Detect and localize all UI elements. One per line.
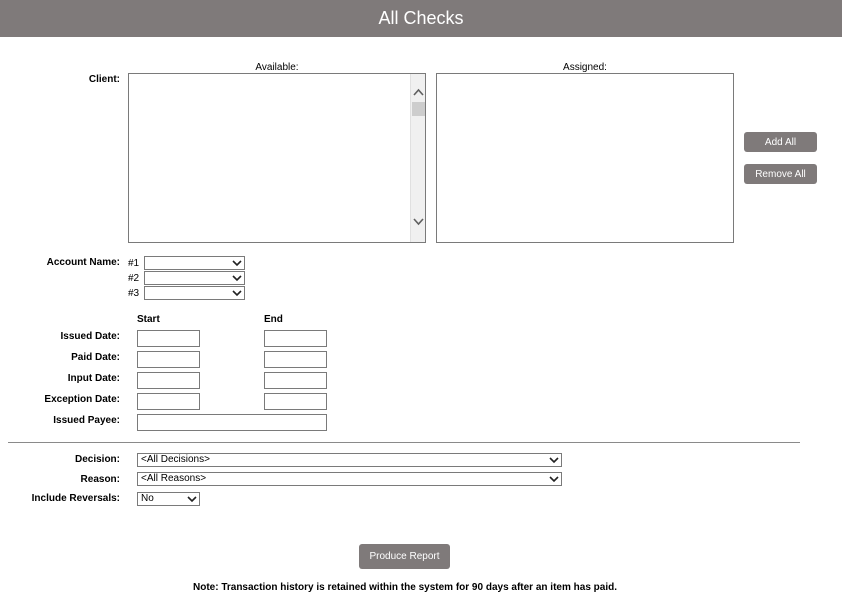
assigned-clients-list[interactable] xyxy=(436,73,734,243)
input-date-start-input[interactable] xyxy=(137,372,200,389)
retention-note: Note: Transaction history is retained within the system for 90 days after an item has paid. xyxy=(192,582,617,593)
dropdown-caret-icon xyxy=(232,274,242,283)
exception-date-end-input[interactable] xyxy=(264,393,327,410)
remove-all-button[interactable]: Remove All xyxy=(744,164,817,184)
include-reversals-label: Include Reversals: xyxy=(31,493,120,504)
exception-date-label: Exception Date: xyxy=(44,394,120,405)
account-name-label: Account Name: xyxy=(46,257,120,268)
add-all-button[interactable]: Add All xyxy=(744,132,817,152)
produce-report-button[interactable]: Produce Report xyxy=(359,544,450,569)
available-header: Available: xyxy=(255,62,299,73)
section-divider xyxy=(8,442,800,443)
issued-date-label: Issued Date: xyxy=(60,331,120,342)
dropdown-caret-icon xyxy=(187,495,197,504)
chevron-up-icon[interactable] xyxy=(411,84,426,100)
issued-payee-label: Issued Payee: xyxy=(53,415,120,426)
start-column-header: Start xyxy=(137,314,160,325)
paid-date-end-input[interactable] xyxy=(264,351,327,368)
issued-payee-input[interactable] xyxy=(137,414,327,431)
reason-value: <All Reasons> xyxy=(141,473,207,484)
assigned-header: Assigned: xyxy=(563,62,607,73)
account-3-number: #3 xyxy=(128,288,140,299)
end-column-header: End xyxy=(264,314,283,325)
issued-date-end-input[interactable] xyxy=(264,330,327,347)
reason-select[interactable] xyxy=(137,472,562,486)
account-1-select[interactable] xyxy=(144,256,245,270)
available-clients-list[interactable] xyxy=(128,73,426,243)
paid-date-start-input[interactable] xyxy=(137,351,200,368)
chevron-down-icon[interactable] xyxy=(411,214,426,230)
dropdown-caret-icon xyxy=(232,259,242,268)
reason-label: Reason: xyxy=(80,474,120,485)
input-date-label: Input Date: xyxy=(67,373,120,384)
dropdown-caret-icon xyxy=(549,475,559,484)
paid-date-label: Paid Date: xyxy=(71,352,120,363)
account-2-select[interactable] xyxy=(144,271,245,285)
exception-date-start-input[interactable] xyxy=(137,393,200,410)
account-1-number: #1 xyxy=(128,258,140,269)
available-list-scrollbar[interactable] xyxy=(410,74,425,242)
decision-label: Decision: xyxy=(74,454,120,465)
issued-date-start-input[interactable] xyxy=(137,330,200,347)
account-2-number: #2 xyxy=(128,273,140,284)
dropdown-caret-icon xyxy=(232,289,242,298)
include-reversals-select[interactable] xyxy=(137,492,200,506)
page-title: All Checks xyxy=(378,8,464,28)
scroll-thumb[interactable] xyxy=(412,102,425,116)
account-3-select[interactable] xyxy=(144,286,245,300)
include-reversals-value: No xyxy=(141,493,154,504)
input-date-end-input[interactable] xyxy=(264,372,327,389)
decision-select[interactable] xyxy=(137,453,562,467)
decision-value: <All Decisions> xyxy=(141,454,210,465)
dropdown-caret-icon xyxy=(549,456,559,465)
client-label: Client: xyxy=(88,74,120,85)
page-header xyxy=(0,0,842,37)
